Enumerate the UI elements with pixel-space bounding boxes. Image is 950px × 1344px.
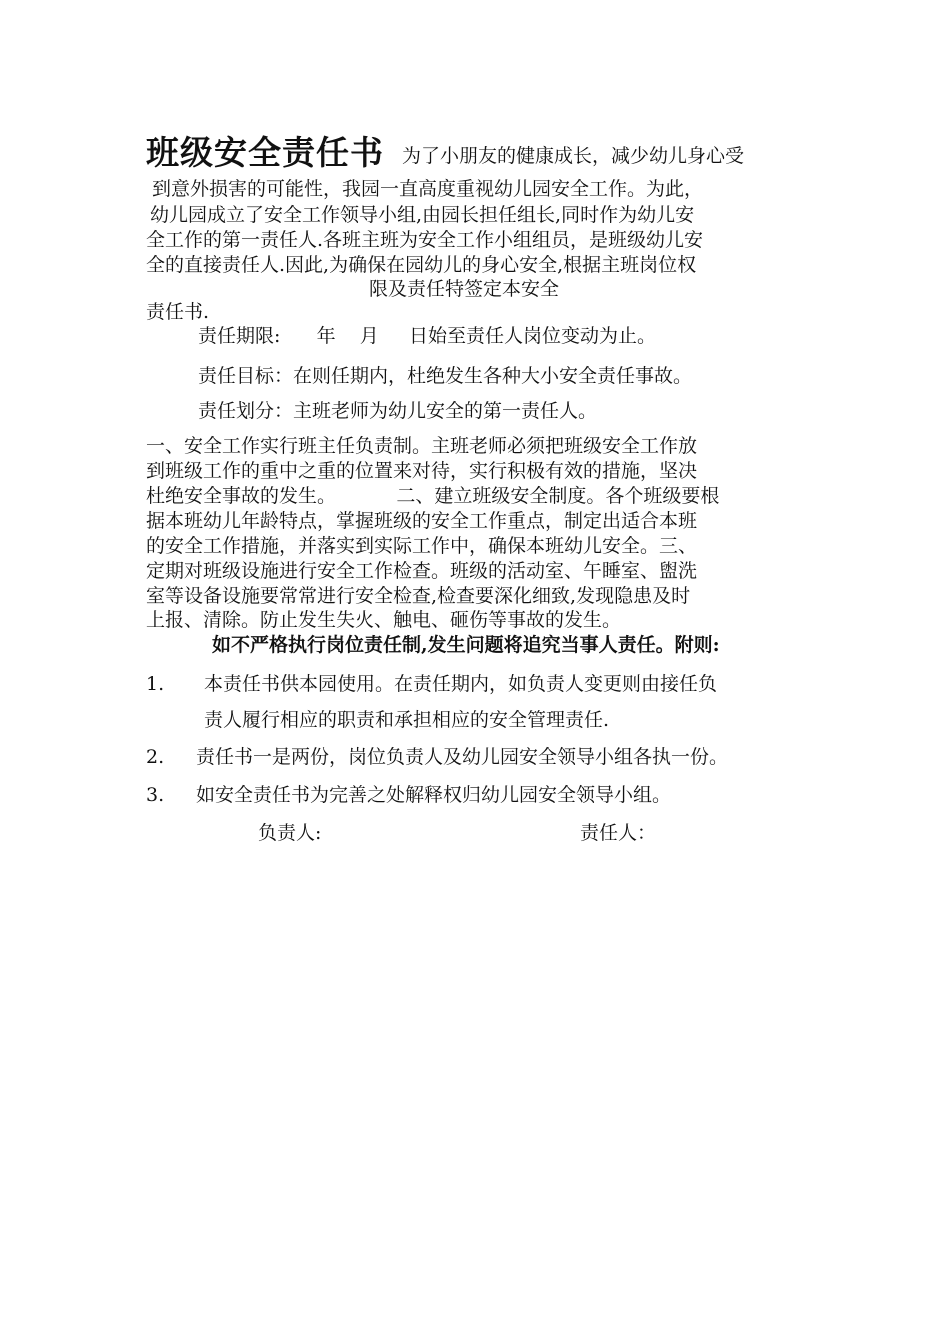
intro-line: 限及责任特签定本安全	[369, 278, 560, 300]
rule-number: 3.	[146, 784, 165, 806]
rule-text: 本责任书供本园使用。在责任期内，如负责人变更则由接任负	[204, 673, 718, 695]
signature-left-label: 负责人:	[258, 822, 322, 844]
document-title: 班级安全责任书	[146, 133, 384, 172]
body-line: 一、安全工作实行班主任负责制。主班老师必须把班级安全工作放	[146, 435, 698, 457]
intro-line: 幼儿园成立了安全工作领导小组,由园长担任组长,同时作为幼儿安	[150, 204, 695, 226]
responsibility-goal: 责任目标：在则任期内，杜绝发生各种大小安全责任事故。	[198, 365, 693, 387]
intro-line: 责任书.	[146, 301, 210, 323]
body-line: 室等设备设施要常常进行安全检查,检查要深化细致,发现隐患及时	[146, 585, 691, 607]
body-line: 到班级工作的重中之重的位置来对待，实行积极有效的措施，坚决	[146, 460, 698, 482]
body-line: 的安全工作措施，并落实到实际工作中，确保本班幼儿安全。三、	[146, 535, 698, 557]
warning-text: 如不严格执行岗位责任制,发生问题将追究当事人责任。附则:	[212, 634, 720, 656]
rule-text: 责任书一是两份，岗位负责人及幼儿园安全领导小组各执一份。	[196, 746, 729, 768]
body-line: 上报、清除。防止发生失火、触电、砸伤等事故的发生。	[146, 609, 622, 631]
body-line: 定期对班级设施进行安全工作检查。班级的活动室、午睡室、盥洗	[146, 560, 698, 582]
signature-right-label: 责任人：	[580, 822, 657, 844]
rule-text: 如安全责任书为完善之处解释权归幼儿园安全领导小组。	[196, 784, 672, 806]
body-line: 据本班幼儿年龄特点，掌握班级的安全工作重点，制定出适合本班	[146, 510, 698, 532]
intro-line: 到意外损害的可能性，我园一直高度重视幼儿园安全工作。为此，	[152, 178, 704, 200]
responsibility-period: 责任期限: 年 月 日始至责任人岗位变动为止。	[198, 325, 656, 347]
rule-number: 2.	[146, 746, 165, 768]
body-line: 杜绝安全事故的发生。 二、建立班级安全制度。各个班级要根	[146, 485, 720, 507]
rule-number: 1.	[146, 673, 165, 695]
responsibility-division: 责任划分：主班老师为幼儿安全的第一责任人。	[198, 400, 598, 422]
intro-line: 全的直接责任人.因此,为确保在园幼儿的身心安全,根据主班岗位权	[146, 254, 697, 276]
intro-line: 为了小朋友的健康成长，减少幼儿身心受	[402, 145, 745, 167]
rule-text: 责人履行相应的职责和承担相应的安全管理责任.	[204, 709, 610, 731]
intro-line: 全工作的第一责任人.各班主班为安全工作小组组员，是班级幼儿安	[146, 229, 704, 251]
